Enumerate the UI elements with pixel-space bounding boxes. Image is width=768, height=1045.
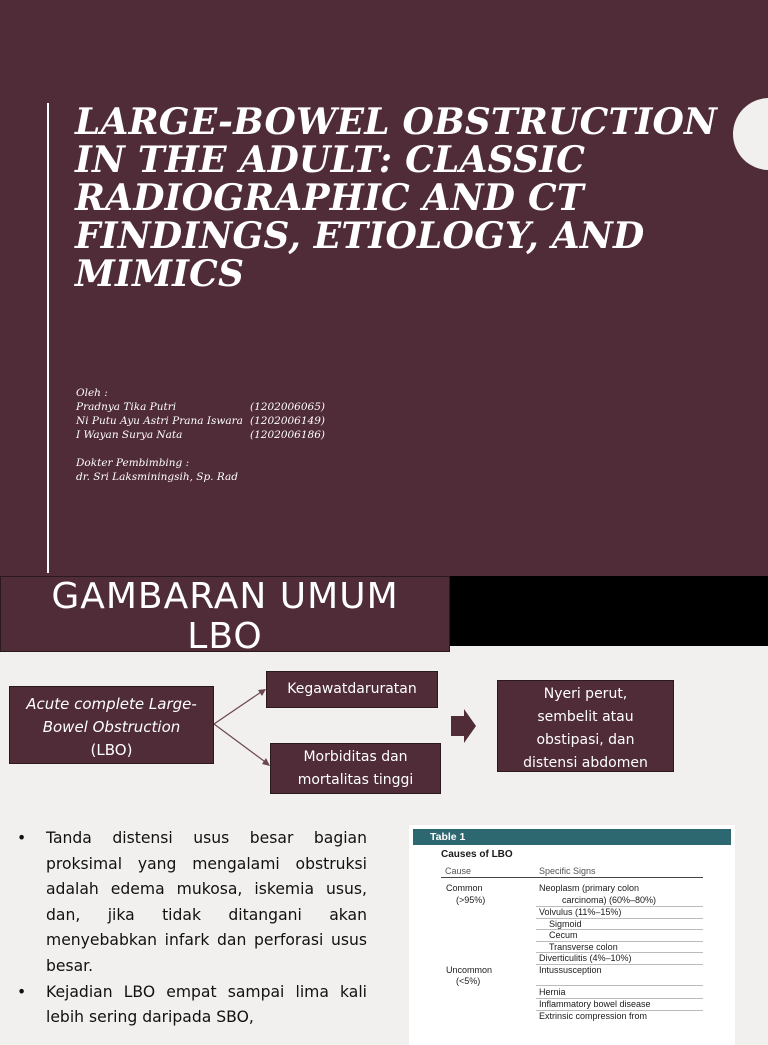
nyeri-label-line: sembelit atau <box>537 709 634 725</box>
slide-title: LARGE-BOWEL OBSTRUCTION IN THE ADULT: CLASSIC RADIOGRAPHIC AND CT FINDINGS, ETIOLOGY, AND MIMICS <box>75 101 718 295</box>
author-id: (1202006065) <box>250 401 325 413</box>
table-sign: Extrinsic compression from <box>539 1011 648 1021</box>
bullet-list <box>17 826 367 1031</box>
table-line <box>536 985 703 986</box>
lbo-label-line: (LBO) <box>90 741 133 759</box>
table-cause: Uncommon <box>446 965 493 975</box>
table-sign: carcinoma) (60%–80%) <box>562 895 657 905</box>
table-sign: Volvulus (11%–15%) <box>539 907 622 917</box>
connector-line <box>214 724 268 764</box>
bullet-item: • Tanda distensi usus besar bagian proksimal yang mengalami obstruksi adalah edema mukosa, iskemia usus, dan, jika tidak ditangani akan menyebabkan infark dan perforasi usus besar. <box>17 826 367 980</box>
morb-label-line: mortalitas tinggi <box>297 772 414 788</box>
table-sign: Hernia <box>539 987 566 997</box>
table-sign: Sigmoid <box>549 919 582 929</box>
heading-line: LBO <box>187 616 263 657</box>
table-cause: (<5%) <box>456 976 481 986</box>
right-arrow-icon <box>451 709 476 743</box>
table-title: Causes of LBO <box>441 849 513 860</box>
causes-table-image <box>409 825 735 1045</box>
kegawat-label: Kegawatdaruratan <box>287 681 417 697</box>
symptoms-box <box>497 680 674 772</box>
author-name: Ni Putu Ayu Astri Prana Iswara <box>76 415 243 427</box>
table-rule <box>441 877 703 878</box>
author-id: (1202006186) <box>250 429 325 441</box>
morb-label-line: Morbiditas dan <box>303 749 408 765</box>
lbo-label-line: Bowel Obstruction <box>42 718 181 736</box>
oleh-label: Oleh : <box>76 387 108 399</box>
table-sign: Inflammatory bowel disease <box>539 999 651 1009</box>
kegawatdaruratan-box <box>266 671 438 708</box>
connector-line <box>214 690 264 724</box>
arrowhead <box>258 689 266 696</box>
table-sign: Diverticulitis (4%–10%) <box>539 953 632 963</box>
table-cause: Common <box>446 883 483 893</box>
table-sign: Cecum <box>549 930 578 940</box>
morbiditas-box <box>270 743 441 794</box>
bullet-item: • Kejadian LBO empat sampai lima kali lebih sering daripada SBO, <box>17 980 367 1031</box>
pembimbing-name: dr. Sri Laksminingsih, Sp. Rad <box>76 471 238 483</box>
pembimbing-label: Dokter Pembimbing : <box>76 457 190 469</box>
table-sign: Intussusception <box>539 965 602 975</box>
heading-line: GAMBARAN UMUM <box>51 576 399 617</box>
table-sign: Neoplasm (primary colon <box>539 883 640 893</box>
col-signs-header: Specific Signs <box>539 866 596 876</box>
col-cause-header: Cause <box>445 866 472 876</box>
table-sign: Transverse colon <box>549 942 618 952</box>
author-id: (1202006149) <box>250 415 325 427</box>
lbo-box <box>9 686 214 764</box>
author-name: Pradnya Tika Putri <box>76 401 177 413</box>
nyeri-label-line: obstipasi, dan <box>536 732 635 748</box>
table-cause: (>95%) <box>456 895 486 905</box>
arrowhead <box>262 758 270 766</box>
lbo-label-line: Acute complete Large- <box>26 695 197 713</box>
nyeri-label-line: Nyeri perut, <box>543 686 628 702</box>
table-header: Table 1 <box>413 829 731 845</box>
author-name: I Wayan Surya Nata <box>76 429 183 441</box>
nyeri-label-line: distensi abdomen <box>523 755 648 771</box>
